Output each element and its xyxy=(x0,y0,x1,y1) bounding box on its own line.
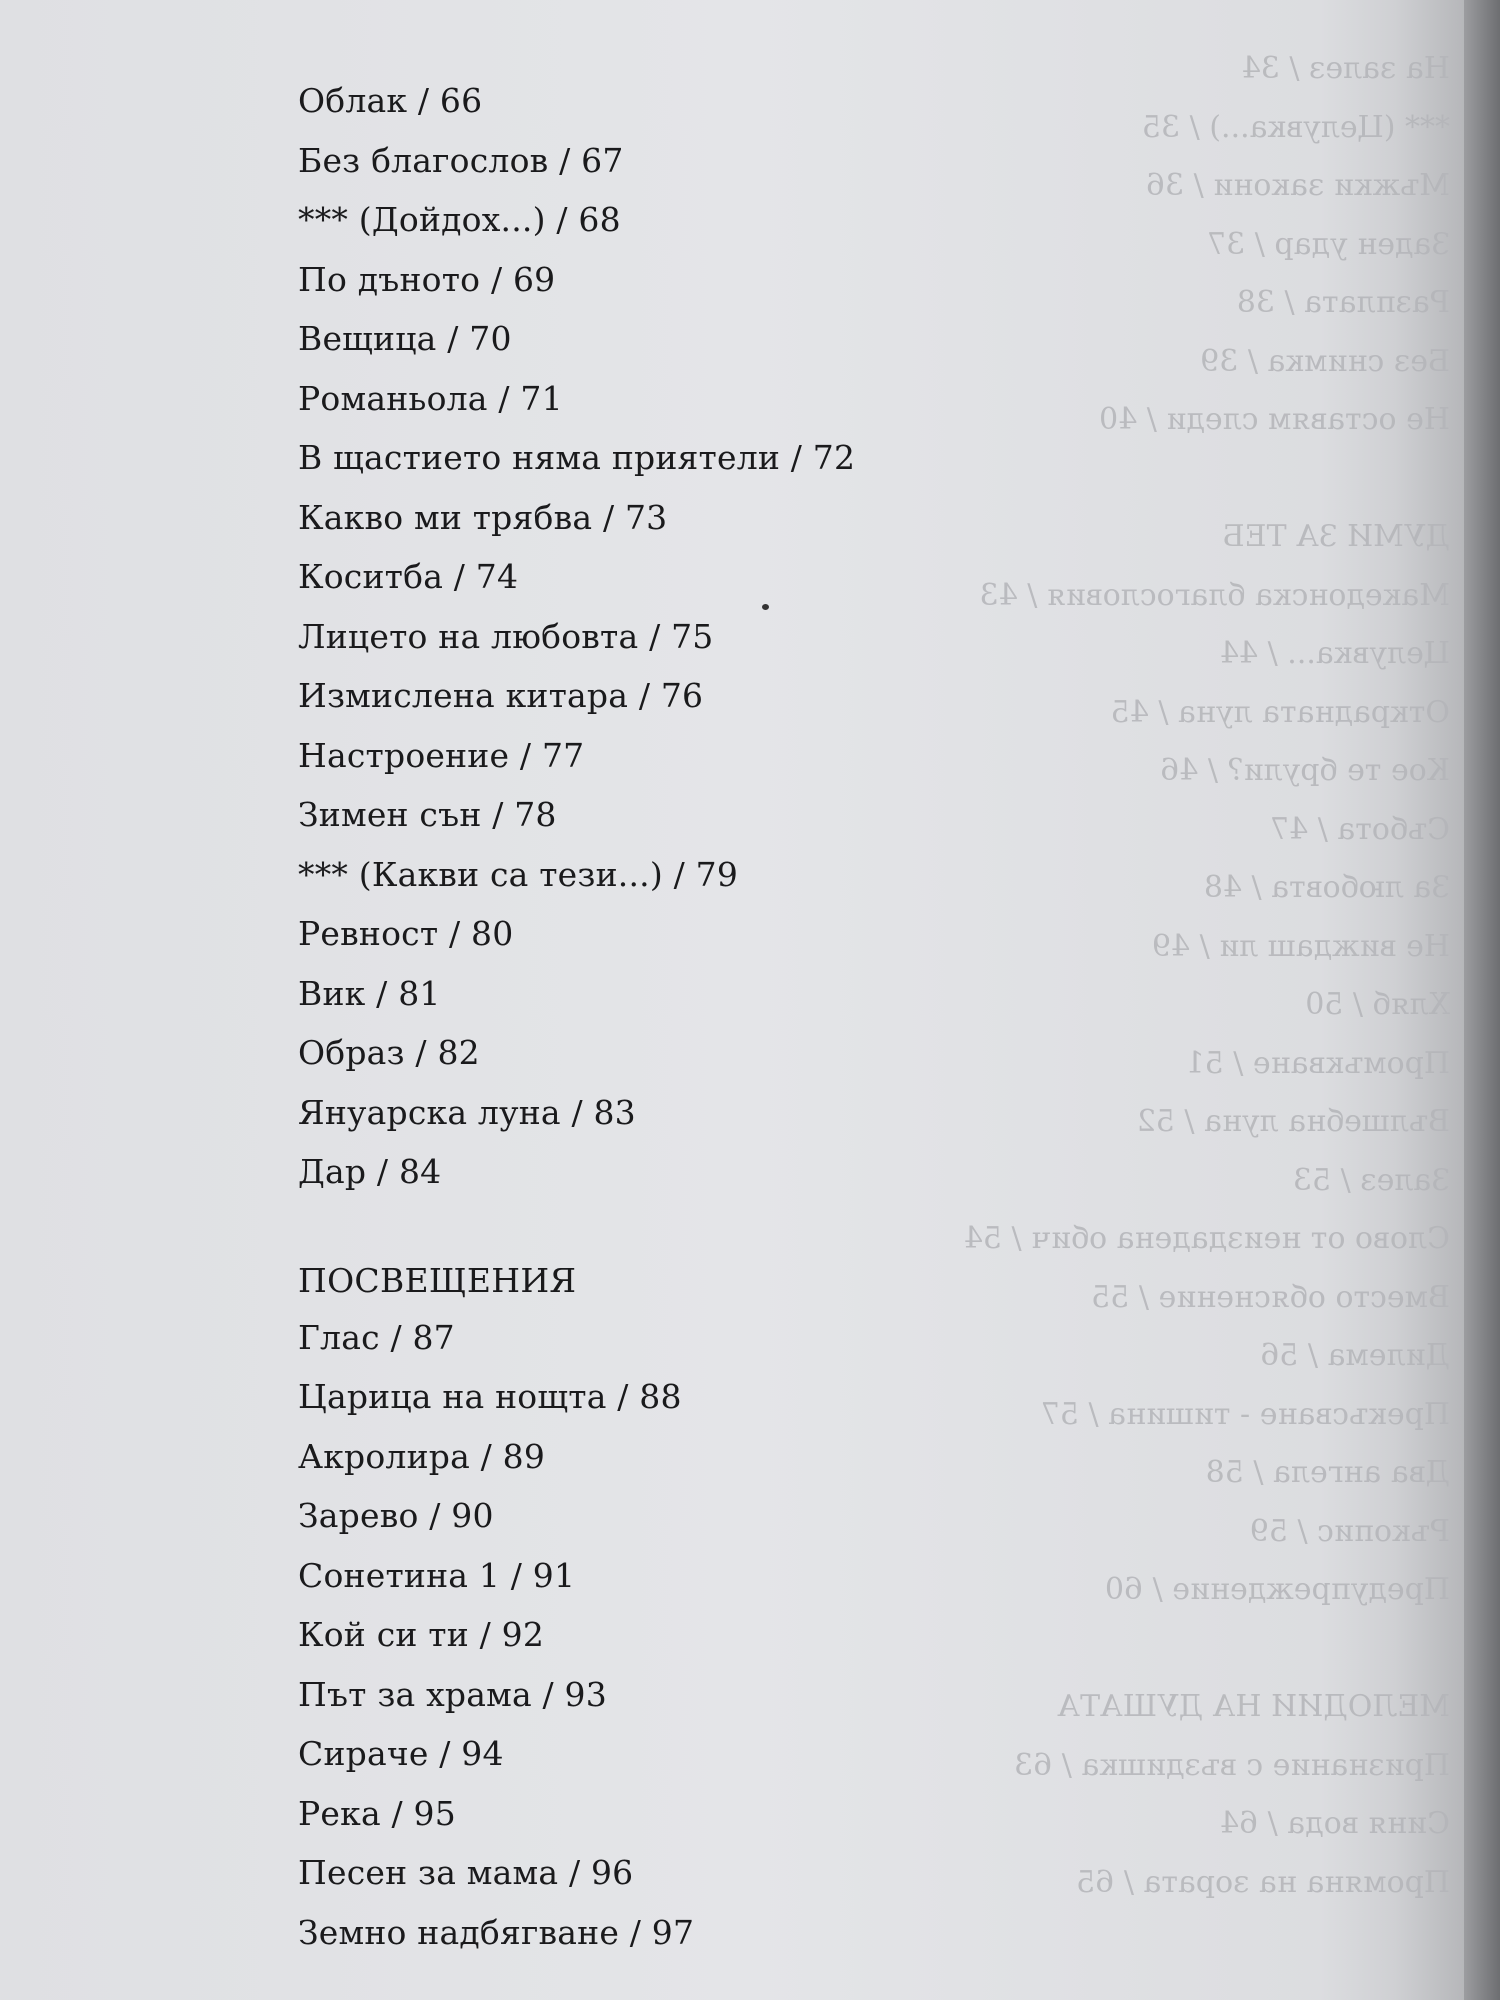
show-through-line: Промяна на зората / 65 xyxy=(1076,1864,1450,1900)
toc-entry xyxy=(298,614,998,674)
toc-entry xyxy=(298,971,998,1031)
toc-separator: / xyxy=(606,1377,640,1416)
toc-entry xyxy=(298,1910,998,1970)
toc-entry xyxy=(298,1850,998,1910)
toc-entry-title: Акролира xyxy=(298,1436,470,1476)
show-through-line: ДУМИ ЗА ТЕБ xyxy=(1222,519,1450,554)
toc-separator: / xyxy=(366,1152,399,1191)
toc-entry-page: 97 xyxy=(651,1912,695,1952)
show-through-line: Хляб / 50 xyxy=(1305,987,1450,1022)
show-through-line: Слово от неиздадена обич / 54 xyxy=(963,1221,1450,1256)
toc-entry xyxy=(298,78,998,138)
toc-entry-page: 66 xyxy=(439,81,483,120)
toc-entry xyxy=(298,1030,998,1090)
toc-entry-page: 74 xyxy=(475,557,519,596)
toc-main-list xyxy=(298,78,998,1209)
toc-entry-page: 84 xyxy=(398,1152,442,1191)
toc-entry xyxy=(298,495,998,555)
toc-entry-title: Ревност xyxy=(298,914,439,953)
toc-entry xyxy=(298,1374,998,1434)
toc-entry xyxy=(298,1731,998,1791)
toc-separator: / xyxy=(380,1793,414,1833)
toc-entry-title: Глас xyxy=(298,1317,380,1357)
toc-entry-title: Зарево xyxy=(298,1496,419,1535)
show-through-line: Дилема / 56 xyxy=(1260,1338,1450,1373)
toc-entry-title: Романьола xyxy=(298,378,488,418)
toc-entry-title: Песен за мама xyxy=(298,1853,559,1892)
show-through-line: Не виждаш ли / 49 xyxy=(1151,928,1450,964)
toc-entry-page: 77 xyxy=(541,735,585,775)
toc-entry xyxy=(298,1315,998,1375)
toc-separator: / xyxy=(500,1555,533,1595)
toc-entry-page: 89 xyxy=(502,1436,546,1476)
toc-entry xyxy=(298,554,998,614)
show-through-line: Не оставям следи / 40 xyxy=(1099,402,1450,437)
toc-entry-page: 78 xyxy=(514,795,557,834)
toc-entry-page: 81 xyxy=(398,973,441,1013)
toc-entry-title: Образ xyxy=(298,1033,405,1072)
toc-separator: / xyxy=(443,557,476,596)
show-through-line: Заден удар / 37 xyxy=(1207,226,1450,262)
toc-separator: / xyxy=(592,497,625,537)
ink-speck xyxy=(762,604,769,610)
toc-separator: / xyxy=(619,1912,652,1952)
toc-entry-title: Измислена китара xyxy=(298,676,629,715)
page-edge xyxy=(1464,0,1500,2000)
toc-separator: / xyxy=(558,1853,591,1892)
show-through-line: *** (Целувка...) / 35 xyxy=(1141,109,1450,145)
toc-entry-page: 93 xyxy=(564,1674,607,1714)
toc-separator: / xyxy=(487,378,521,418)
toc-entry-title: Път за храма xyxy=(298,1674,532,1714)
toc-separator: / xyxy=(662,854,696,894)
toc-entry xyxy=(298,1090,998,1150)
toc-separator: / xyxy=(638,616,672,656)
toc-entry xyxy=(298,138,998,198)
show-through-line: За любовта / 48 xyxy=(1203,870,1450,905)
show-through-line: Вълшебна луна / 52 xyxy=(1136,1104,1450,1139)
toc-separator: / xyxy=(545,200,579,239)
toc-entry-page: 90 xyxy=(451,1496,494,1535)
toc-entry xyxy=(298,1672,998,1732)
toc-entry-title: Без благослов xyxy=(298,140,549,180)
toc-entry xyxy=(298,1434,998,1494)
toc-entry-title: *** (Дойдох...) xyxy=(298,200,546,239)
toc-separator: / xyxy=(468,1615,502,1654)
toc-entry-page: 91 xyxy=(532,1555,576,1595)
toc-entry-title: Коситба xyxy=(298,557,444,596)
toc-separator: / xyxy=(628,676,661,715)
toc-separator: / xyxy=(560,1092,594,1132)
toc-entry-title: Настроение xyxy=(298,735,510,775)
toc-entry-page: 80 xyxy=(471,914,514,953)
toc-entry-page: 76 xyxy=(660,676,704,715)
toc-separator: / xyxy=(548,140,582,180)
show-through-line: МЕЛОДИИ НА ДУШАТА xyxy=(1057,1689,1450,1724)
toc-entry-page: 68 xyxy=(578,200,621,239)
toc-entry-title: В щастието няма приятели xyxy=(298,438,781,477)
show-through-line: Признание с въздишка / 63 xyxy=(1014,1747,1450,1783)
toc-entry-title: Кой си ти xyxy=(298,1615,469,1654)
show-through-line: Два ангела / 58 xyxy=(1205,1455,1450,1490)
toc-separator: / xyxy=(365,973,399,1013)
toc-entry-page: 92 xyxy=(501,1615,545,1654)
show-through-line: Вместо обяснение / 55 xyxy=(1091,1279,1450,1315)
toc-entry-page: 71 xyxy=(520,378,563,418)
toc-separator: / xyxy=(469,1436,503,1476)
toc-separator: / xyxy=(379,1317,413,1357)
toc-entry-page: 70 xyxy=(469,319,512,358)
toc-entry-page: 67 xyxy=(581,140,624,180)
toc-entry-page: 94 xyxy=(461,1734,504,1773)
toc-entry-page: 72 xyxy=(812,438,856,477)
toc-entry-page: 73 xyxy=(624,497,668,537)
toc-entry xyxy=(298,257,998,317)
toc-separator: / xyxy=(780,438,813,477)
toc-entry-page: 96 xyxy=(590,1853,634,1892)
toc-entry-page: 88 xyxy=(639,1377,682,1416)
toc-entry-page: 83 xyxy=(593,1092,636,1132)
toc-entry-page: 82 xyxy=(437,1033,480,1072)
toc-separator: / xyxy=(509,735,542,775)
show-through-line: Мъжки закони / 36 xyxy=(1145,168,1450,203)
show-through-line: Целувка... / 44 xyxy=(1219,636,1450,671)
toc-entry xyxy=(298,673,998,733)
show-through-line xyxy=(930,450,1450,509)
toc-entry-page: 69 xyxy=(512,259,556,299)
show-through-line: Откраднатa луна / 45 xyxy=(1110,694,1450,730)
toc-entry xyxy=(298,1612,998,1672)
toc-entry xyxy=(298,1493,998,1553)
toc-entry-title: Облак xyxy=(298,81,408,120)
toc-entry xyxy=(298,316,998,376)
toc-section-list xyxy=(298,1315,998,1970)
toc-entry-title: По дъното xyxy=(298,259,481,299)
toc-entry-title: Дар xyxy=(298,1152,367,1191)
toc-entry xyxy=(298,911,998,971)
show-through-line: Ръкопис / 59 xyxy=(1249,1513,1450,1549)
toc-entry xyxy=(298,1149,998,1209)
toc-entry-title: Лицето на любовта xyxy=(298,616,639,656)
toc-entry xyxy=(298,376,998,436)
toc-separator: / xyxy=(480,259,513,299)
show-through-line: Прекъсване - тишина / 57 xyxy=(1040,1396,1450,1432)
show-through-line: Залез / 53 xyxy=(1292,1162,1450,1198)
toc-entry xyxy=(298,1553,998,1613)
show-through-line: Синя вода / 64 xyxy=(1219,1806,1450,1841)
toc-entry xyxy=(298,197,998,257)
toc-separator: / xyxy=(531,1674,565,1714)
toc-entry-page: 95 xyxy=(413,1793,456,1833)
show-through-line xyxy=(930,1620,1450,1679)
show-through-line: Събота / 47 xyxy=(1270,811,1450,847)
toc-entry-title: Река xyxy=(298,1793,381,1833)
show-through-text xyxy=(930,40,1450,1990)
toc-separator: / xyxy=(428,1734,462,1773)
toc-entry-page: 79 xyxy=(695,854,739,894)
toc-entry-page: 75 xyxy=(671,616,714,656)
toc-separator: / xyxy=(438,914,472,953)
toc-entry xyxy=(298,852,998,912)
toc-separator: / xyxy=(404,1033,438,1072)
show-through-line: Промъкване / 51 xyxy=(1185,1045,1450,1081)
toc-entry-title: Януарска луна xyxy=(298,1092,561,1132)
show-through-line: Разплата / 38 xyxy=(1236,285,1450,320)
toc-entry-title: Сираче xyxy=(298,1734,429,1773)
show-through-line: Предупреждение / 60 xyxy=(1104,1572,1450,1607)
show-through-line: На залез / 34 xyxy=(1241,51,1450,86)
table-of-contents xyxy=(298,78,998,1969)
toc-separator: / xyxy=(418,1496,452,1535)
toc-entry xyxy=(298,733,998,793)
toc-entry xyxy=(298,435,998,495)
show-through-line: Без снимка / 39 xyxy=(1200,343,1450,379)
toc-entry-title: *** (Какви са тези...) xyxy=(298,854,663,894)
toc-separator: / xyxy=(407,81,440,120)
toc-entry-title: Царица на нощта xyxy=(298,1377,607,1416)
show-through-line: Кое те брули? / 46 xyxy=(1160,753,1450,788)
toc-entry-page: 87 xyxy=(412,1317,455,1357)
toc-entry-title: Вик xyxy=(298,973,366,1013)
toc-separator: / xyxy=(481,795,515,834)
section-heading: ПОСВЕЩЕНИЯ xyxy=(298,1260,577,1300)
toc-entry-title: Зимен сън xyxy=(298,795,482,834)
toc-entry-title: Земно надбягване xyxy=(298,1912,620,1952)
toc-entry-title: Сонетина 1 xyxy=(298,1555,501,1595)
toc-entry-title: Вещица xyxy=(298,319,437,358)
toc-entry xyxy=(298,792,998,852)
toc-separator: / xyxy=(436,319,470,358)
show-through-line: Македонска благословия / 43 xyxy=(979,577,1450,613)
toc-entry-title: Какво ми трябва xyxy=(298,497,593,537)
toc-entry xyxy=(298,1791,998,1851)
